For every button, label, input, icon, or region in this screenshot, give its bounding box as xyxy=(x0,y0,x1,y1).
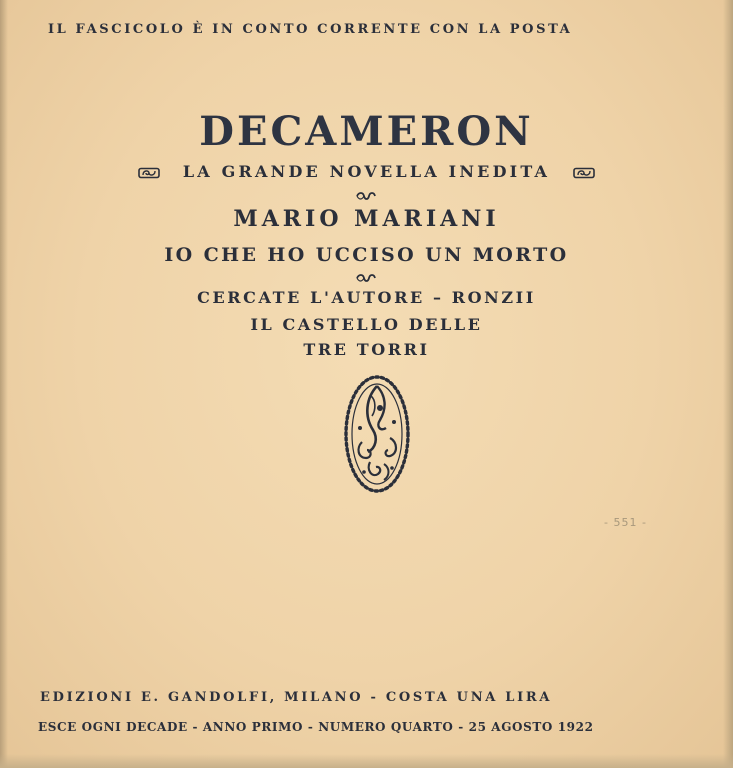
other-works-line: IL CASTELLO DELLE xyxy=(250,315,483,334)
subtitle: LA GRANDE NOVELLA INEDITA xyxy=(182,162,551,181)
other-works-line: CERCATE L'AUTORE – RONZII xyxy=(197,288,536,307)
postal-notice: IL FASCICOLO È IN CONTO CORRENTE CON LA POSTA xyxy=(48,22,573,37)
magazine-title: DECAMERON xyxy=(199,108,534,155)
author-name: MARIO MARIANI xyxy=(233,206,500,232)
pencil-mark: - 551 - xyxy=(604,516,647,529)
small-ornament-icon xyxy=(355,191,377,201)
subtitle-row xyxy=(0,162,733,181)
flower-emblem-icon xyxy=(340,372,414,496)
paper-edge-bottom xyxy=(0,754,733,768)
novel-title: IO CHE HO UCCISO UN MORTO xyxy=(164,244,569,266)
small-ornament-icon xyxy=(355,273,377,283)
scroll-flourish-icon xyxy=(573,167,595,179)
scroll-flourish-icon xyxy=(138,167,160,179)
publisher-line: EDIZIONI E. GANDOLFI, MILANO - COSTA UNA LIRA xyxy=(40,690,553,705)
issue-line: ESCE OGNI DECADE - ANNO PRIMO - NUMERO QUARTO - 25 AGOSTO 1922 xyxy=(38,720,594,734)
other-works-line: TRE TORRI xyxy=(303,340,430,359)
